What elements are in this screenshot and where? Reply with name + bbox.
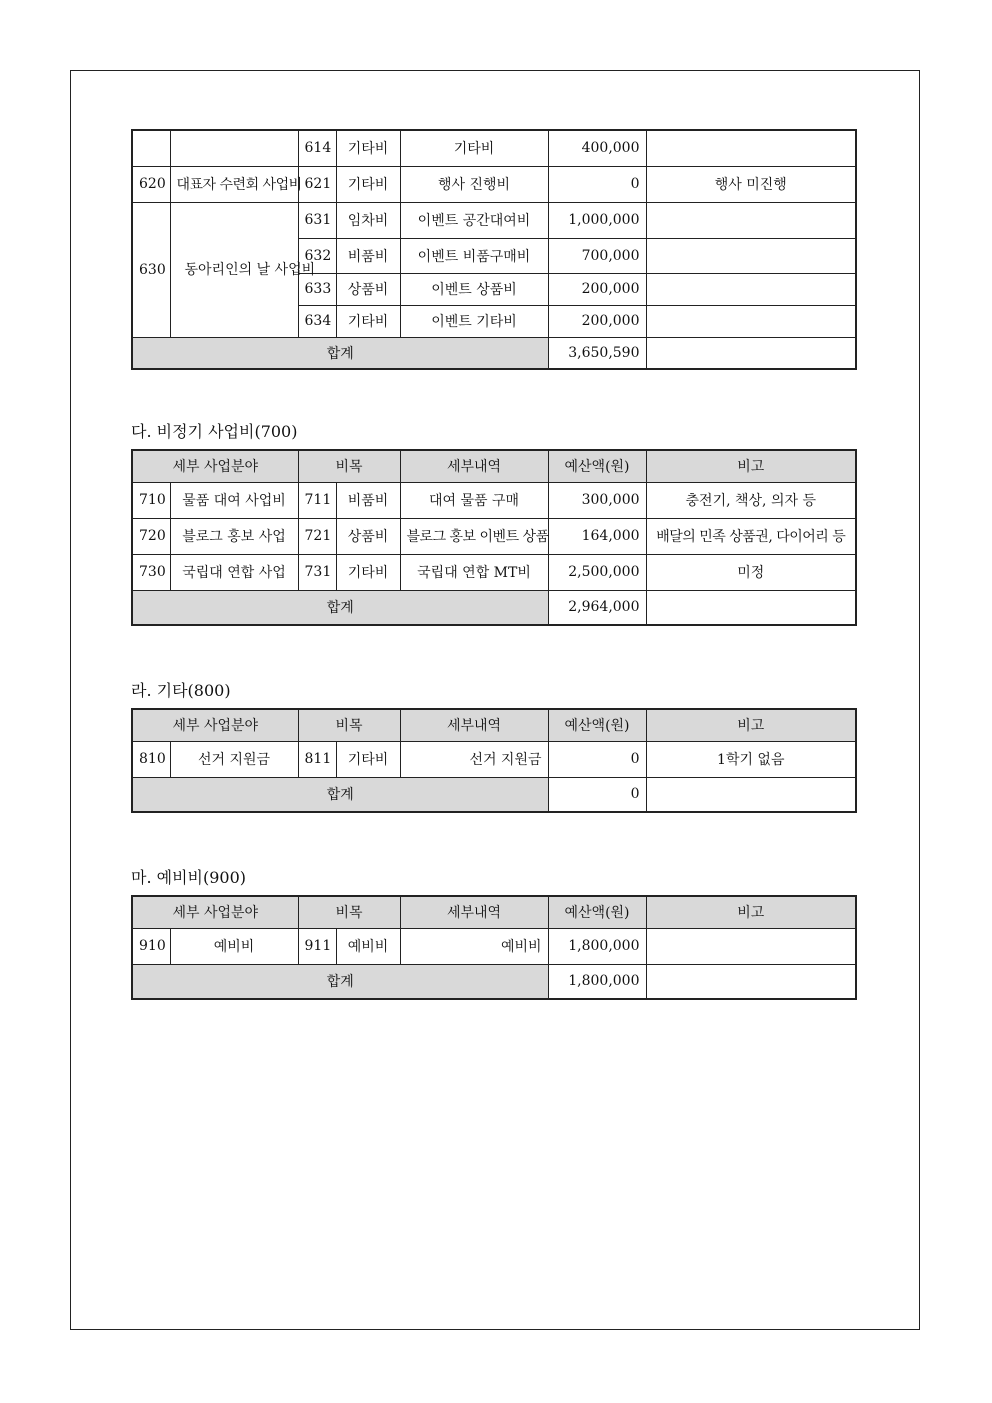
item-cell: 기타비 — [336, 305, 400, 337]
note-cell — [646, 273, 856, 305]
total-row — [132, 777, 856, 812]
total-label: 합계 — [132, 777, 548, 812]
detail-cell: 이벤트 상품비 — [400, 273, 548, 305]
header-detail: 세부내역 — [400, 896, 548, 928]
amount-cell: 400,000 — [548, 130, 646, 166]
note-cell — [646, 777, 856, 812]
sub-code-cell: 631 — [298, 202, 336, 238]
amount-cell: 300,000 — [548, 482, 646, 518]
detail-cell: 선거 지원금 — [400, 741, 548, 777]
note-cell — [646, 130, 856, 166]
item-cell: 상품비 — [336, 273, 400, 305]
code-cell: 910 — [132, 928, 170, 964]
header-note: 비고 — [646, 896, 856, 928]
category-cell: 물품 대여 사업비 — [170, 482, 298, 518]
sub-code-cell: 634 — [298, 305, 336, 337]
table-row — [132, 518, 856, 554]
note-cell — [646, 305, 856, 337]
category-cell: 국립대 연합 사업 — [170, 554, 298, 590]
detail-cell: 대여 물품 구매 — [400, 482, 548, 518]
sub-code-cell: 721 — [298, 518, 336, 554]
detail-cell: 예비비 — [400, 928, 548, 964]
section-title: 다. 비정기 사업비(700) — [131, 422, 298, 441]
item-cell: 임차비 — [336, 202, 400, 238]
table-header-row — [132, 709, 856, 741]
note-cell — [646, 238, 856, 273]
code-cell: 730 — [132, 554, 170, 590]
sub-code-cell: 731 — [298, 554, 336, 590]
sub-code-cell: 911 — [298, 928, 336, 964]
note-cell: 1학기 없음 — [646, 741, 856, 777]
total-label: 합계 — [132, 590, 548, 625]
sub-code-cell: 632 — [298, 238, 336, 273]
total-amount: 3,650,590 — [548, 337, 646, 369]
note-cell: 행사 미진행 — [646, 166, 856, 202]
detail-cell: 블로그 홍보 이벤트 상품 — [400, 518, 548, 554]
category-cell — [170, 130, 298, 166]
header-category: 세부 사업분야 — [132, 896, 298, 928]
sub-code-cell: 621 — [298, 166, 336, 202]
note-cell: 충전기, 책상, 의자 등 — [646, 482, 856, 518]
section-title: 마. 예비비(900) — [131, 868, 247, 887]
table-row — [132, 741, 856, 777]
note-cell — [646, 928, 856, 964]
code-cell: 720 — [132, 518, 170, 554]
header-item: 비목 — [298, 709, 400, 741]
detail-cell: 행사 진행비 — [400, 166, 548, 202]
detail-cell: 이벤트 비품구매비 — [400, 238, 548, 273]
amount-cell: 1,000,000 — [548, 202, 646, 238]
budget-table-700 — [131, 449, 857, 626]
item-cell: 기타비 — [336, 741, 400, 777]
category-cell: 동아리인의 날 사업비 — [170, 202, 298, 337]
total-amount: 2,964,000 — [548, 590, 646, 625]
table-row — [132, 166, 856, 202]
note-cell — [646, 590, 856, 625]
detail-cell: 이벤트 기타비 — [400, 305, 548, 337]
item-cell: 기타비 — [336, 130, 400, 166]
header-budget: 예산액(원) — [548, 896, 646, 928]
note-cell — [646, 337, 856, 369]
item-cell: 상품비 — [336, 518, 400, 554]
sub-code-cell: 633 — [298, 273, 336, 305]
budget-table-800 — [131, 708, 857, 813]
header-note: 비고 — [646, 450, 856, 482]
budget-table-600 — [131, 129, 857, 370]
code-cell: 810 — [132, 741, 170, 777]
total-row — [132, 590, 856, 625]
header-detail: 세부내역 — [400, 450, 548, 482]
category-cell: 대표자 수련회 사업비 — [170, 166, 298, 202]
category-cell: 선거 지원금 — [170, 741, 298, 777]
header-item: 비목 — [298, 896, 400, 928]
header-budget: 예산액(원) — [548, 709, 646, 741]
budget-table-900 — [131, 895, 857, 1000]
category-cell: 블로그 홍보 사업 — [170, 518, 298, 554]
header-item: 비목 — [298, 450, 400, 482]
note-cell: 미정 — [646, 554, 856, 590]
code-cell: 620 — [132, 166, 170, 202]
sub-code-cell: 811 — [298, 741, 336, 777]
detail-cell: 국립대 연합 MT비 — [400, 554, 548, 590]
amount-cell: 0 — [548, 741, 646, 777]
detail-cell: 이벤트 공간대여비 — [400, 202, 548, 238]
header-note: 비고 — [646, 709, 856, 741]
amount-cell: 1,800,000 — [548, 928, 646, 964]
table-header-row — [132, 896, 856, 928]
total-amount: 1,800,000 — [548, 964, 646, 999]
category-cell: 예비비 — [170, 928, 298, 964]
total-label: 합계 — [132, 964, 548, 999]
table-row — [132, 482, 856, 518]
sub-code-cell: 711 — [298, 482, 336, 518]
table-row — [132, 130, 856, 166]
detail-cell: 기타비 — [400, 130, 548, 166]
amount-cell: 2,500,000 — [548, 554, 646, 590]
amount-cell: 0 — [548, 166, 646, 202]
item-cell: 비품비 — [336, 482, 400, 518]
item-cell: 예비비 — [336, 928, 400, 964]
sub-code-cell: 614 — [298, 130, 336, 166]
amount-cell: 200,000 — [548, 305, 646, 337]
code-cell — [132, 130, 170, 166]
note-cell: 배달의 민족 상품권, 다이어리 등 — [646, 518, 856, 554]
table-row — [132, 202, 856, 238]
note-cell — [646, 964, 856, 999]
note-cell — [646, 202, 856, 238]
table-row — [132, 928, 856, 964]
item-cell: 기타비 — [336, 554, 400, 590]
table-header-row — [132, 450, 856, 482]
section-title: 라. 기타(800) — [131, 681, 231, 700]
amount-cell: 200,000 — [548, 273, 646, 305]
total-row — [132, 337, 856, 369]
header-detail: 세부내역 — [400, 709, 548, 741]
item-cell: 비품비 — [336, 238, 400, 273]
header-budget: 예산액(원) — [548, 450, 646, 482]
code-cell: 630 — [132, 202, 170, 337]
table-row — [132, 554, 856, 590]
total-row — [132, 964, 856, 999]
total-label: 합계 — [132, 337, 548, 369]
amount-cell: 164,000 — [548, 518, 646, 554]
code-cell: 710 — [132, 482, 170, 518]
total-amount: 0 — [548, 777, 646, 812]
item-cell: 기타비 — [336, 166, 400, 202]
header-category: 세부 사업분야 — [132, 709, 298, 741]
header-category: 세부 사업분야 — [132, 450, 298, 482]
amount-cell: 700,000 — [548, 238, 646, 273]
